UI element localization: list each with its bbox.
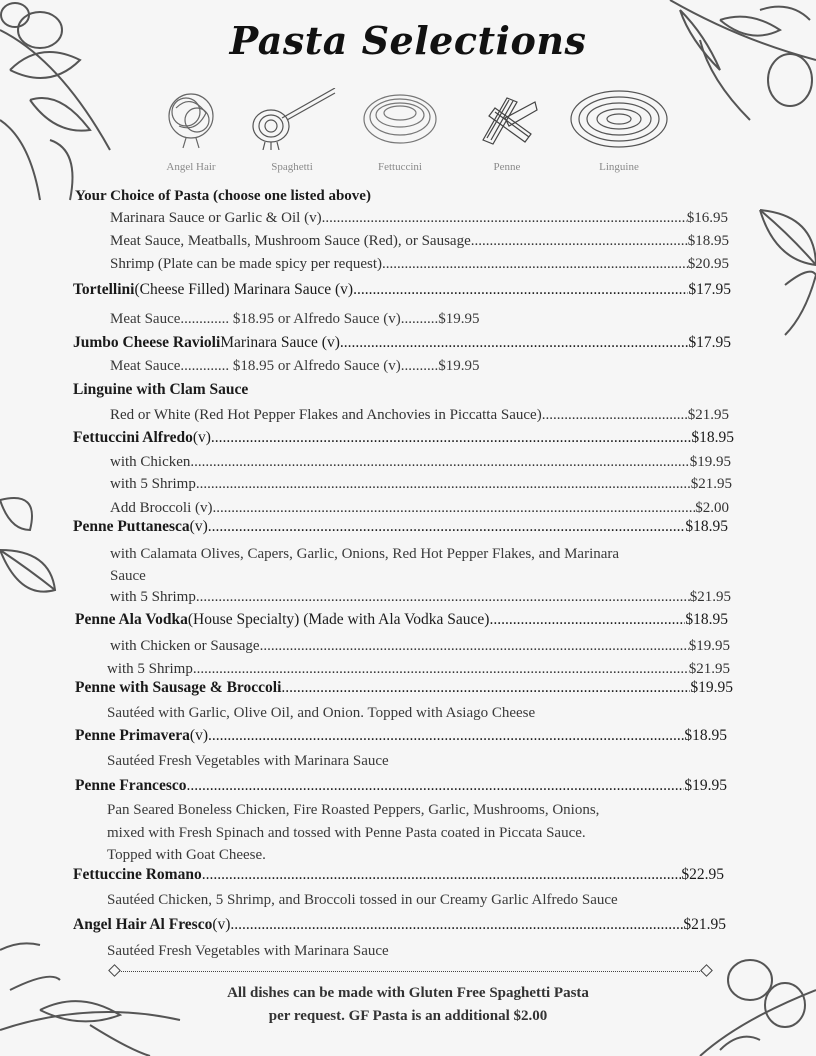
menu-subitem: with 5 Shrimp ..... $21.95 [110,475,732,493]
menu-subitem: with Chicken ..... $19.95 [110,453,731,471]
pasta-type-fettuccini [360,88,440,173]
pasta-label: Fettuccini [378,161,422,173]
penne-icon [475,88,539,150]
menu-item-note: Meat Sauce............. $18.95 or Alfredo Sauce (v)..........$19.95 [110,358,480,374]
menu-subitem: with Chicken or Sausage ..... $19.95 [110,637,730,655]
menu-subitem: Red or White (Red Hot Pepper Flakes and Anchovies in Piccatta Sauce) ..... $21.95 [110,406,729,424]
menu-subitem: with 5 Shrimp ..... $21.95 [110,588,731,606]
menu-item-alfredo: Fettuccini Alfredo (v) ..... $18.95 [73,429,734,447]
menu-subitem: Add Broccoli (v) ..... $2.00 [110,499,729,517]
leaf-left-icon [0,490,60,630]
menu-subitem: with 5 Shrimp ..... $21.95 [107,660,730,678]
pasta-type-penne [474,88,540,173]
pasta-type-spaghetti [246,88,338,173]
choice-heading: Your Choice of Pasta (choose one listed above) [75,188,371,204]
menu-item-linguine: Linguine with Clam Sauce [73,381,249,398]
menu-subitem: Marinara Sauce or Garlic & Oil (v) ..... $16.95 [110,209,728,227]
menu-item-desc: Pan Seared Boneless Chicken, Fire Roasted Peppers, Garlic, Mushrooms, Onions, [107,802,600,818]
menu-item-sausage: Penne with Sausage & Broccoli ..... $19.95 [75,679,733,697]
menu-item-desc: mixed with Fresh Spinach and tossed with Penne Pasta coated in Piccata Sauce. [107,825,586,841]
leaf-right-icon [755,205,816,345]
menu-item-vodka: Penne Ala Vodka (House Specialty) (Made with Ala Vodka Sauce) ..... $18.95 [75,611,728,629]
menu-item-francesco: Penne Francesco ..... $19.95 [75,777,727,795]
menu-item-tortellini: Tortellini (Cheese Filled) Marinara Sauce (v) ..... $17.95 [73,281,731,299]
pasta-label: Penne [493,161,521,173]
menu-item-desc: Sautéed with Garlic, Olive Oil, and Onion. Topped with Asiago Cheese [107,705,536,721]
spaghetti-fork-icon [247,88,337,150]
footer-line: per request. GF Pasta is an additional $2.00 [268,1008,548,1024]
footer-line: All dishes can be made with Gluten Free Spaghetti Pasta [227,985,589,1001]
menu-subitem: Shrimp (Plate can be made spicy per request) ..... $20.95 [110,255,729,273]
linguine-icon [567,88,671,150]
menu-item-romano: Fettuccine Romano ..... $22.95 [73,866,724,884]
menu-subitem: Meat Sauce, Meatballs, Mushroom Sauce (Red), or Sausage ..... $18.95 [110,232,729,250]
menu-item-fresco: Angel Hair Al Fresco (v) ..... $21.95 [73,916,726,934]
angel-hair-icon [161,88,221,150]
menu-item-desc: Topped with Goat Cheese. [107,847,266,863]
pasta-label: Spaghetti [271,161,313,173]
menu-item-puttanesca: Penne Puttanesca (v) ..... $18.95 [73,518,728,536]
menu-item-desc: Sautéed Fresh Vegetables with Marinara Sauce [107,943,389,959]
menu-item-note: Meat Sauce............. $18.95 or Alfredo Sauce (v)..........$19.95 [110,311,480,327]
pasta-label: Linguine [599,161,639,173]
menu-item-desc: with Calamata Olives, Capers, Garlic, Onions, Red Hot Pepper Flakes, and Marinara [110,546,620,562]
menu-item-ravioli: Jumbo Cheese Ravioli Marinara Sauce (v) ..... $17.95 [73,334,731,352]
fettuccini-icon [361,88,439,150]
pasta-types-row [0,88,816,183]
menu-item-desc: Sauce [110,568,146,584]
pasta-type-angel-hair [158,88,224,173]
menu-item-primavera: Penne Primavera (v) ..... $18.95 [75,727,727,745]
divider [112,971,708,974]
pasta-type-linguine [566,88,672,173]
pasta-label: Angel Hair [166,161,216,173]
footer-note [0,982,816,1028]
menu-item-desc: Sautéed Fresh Vegetables with Marinara Sauce [107,753,389,769]
page-title: Pasta Selections [229,18,587,63]
menu-item-desc: Sautéed Chicken, 5 Shrimp, and Broccoli tossed in our Creamy Garlic Alfredo Sauce [107,892,618,908]
